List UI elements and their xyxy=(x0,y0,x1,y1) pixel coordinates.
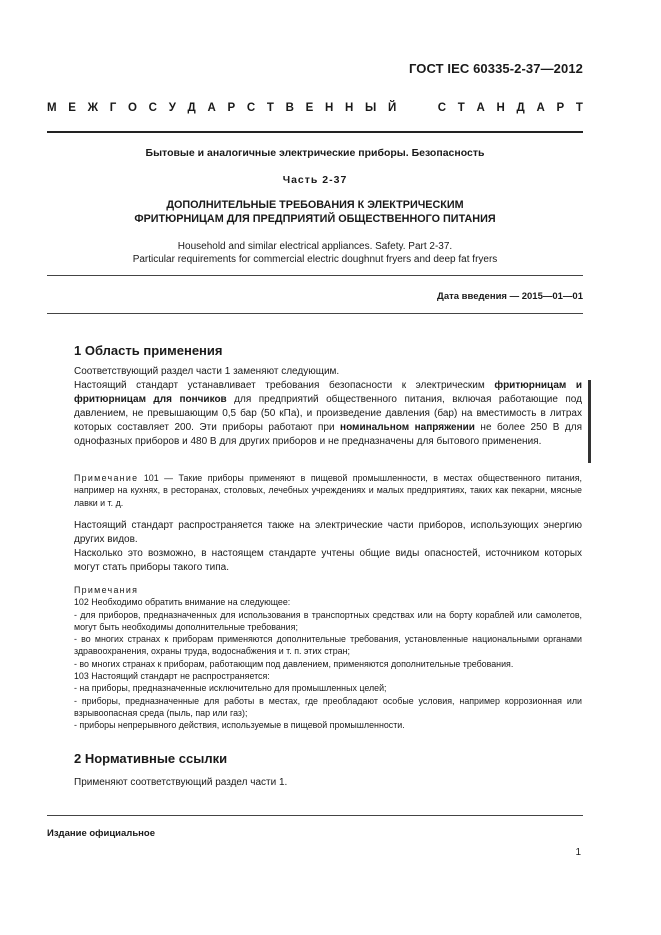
interstate-letter: Т xyxy=(266,102,274,114)
interstate-letter: Е xyxy=(305,102,314,114)
interstate-letter: У xyxy=(168,102,176,114)
interstate-letter: Р xyxy=(227,102,236,114)
note-item: - во многих странах к приборам, работающим под давлением, применяются дополнительные требования. xyxy=(74,658,514,669)
english-title-line-2: Particular requirements for commercial electric doughnut fryers and deep fat fryers xyxy=(132,254,498,265)
paragraph-text: Насколько это возможно, в настоящем стандарте учтены общие виды опасностей, источником которых могут стать приборы такого типа. xyxy=(74,548,582,573)
note-item: - приборы, предназначенные для работы в местах, где преобладают особые условия, например коррозионная или взрывоопасная среда (пыль, пар или газ); xyxy=(74,695,582,718)
interstate-letter: Д xyxy=(516,102,525,114)
note-item: - для приборов, предназначенных для использования в транспортных средствах или на борту кораблей или самолетов, могут быть необходимы дополнительные требования; xyxy=(74,609,582,632)
interstate-letter: Н xyxy=(345,102,354,114)
title-line-1: ДОПОЛНИТЕЛЬНЫЕ ТРЕБОВАНИЯ К ЭЛЕКТРИЧЕСКИМ xyxy=(166,199,464,211)
english-title-line-1: Household and similar electrical appliances. Safety. Part 2-37. xyxy=(177,241,453,252)
interstate-letter: М xyxy=(47,102,57,114)
note-item: - приборы непрерывного действия, используемые в пищевой промышленности. xyxy=(74,720,405,731)
note-item: 102 Необходимо обратить внимание на следующее: xyxy=(74,597,291,608)
paragraph-text: Настоящий стандарт устанавливает требования безопасности к электрическим xyxy=(74,380,495,391)
section-1-paragraph-4 xyxy=(74,547,582,575)
official-edition-label: Издание официальное xyxy=(47,828,155,839)
paragraph-text: Настоящий стандарт распространяется также на электрические части приборов, использующих энергию других видов. xyxy=(74,520,582,545)
section-2-paragraph-1 xyxy=(74,776,582,790)
note-101 xyxy=(74,472,582,509)
paragraph-text: для предприятий общественного питания, включая работающие под давлением, не превышающим 0,5 бар (50 кПа), и произведение давления (бар) на вместимость в литрах которых составляет 200. Эти приборы работают при xyxy=(74,393,582,433)
note-text: 101 — Такие приборы применяют в пищевой промышленности, в местах общественного питания, например на кухнях, в ресторанах, столовых, лечебных учреждениях и малых предприятиях, таких как пекарни, мясные лавки и т. д. xyxy=(74,473,582,508)
document-code: ГОСТ IEC 60335-2-37—2012 xyxy=(408,61,583,76)
section-1-paragraph-2 xyxy=(74,379,582,449)
change-bar xyxy=(588,380,591,463)
note-item: 103 Настоящий стандарт не распространяется: xyxy=(74,671,270,682)
interstate-letter: С xyxy=(437,102,447,114)
page-number: 1 xyxy=(575,847,581,858)
note-item: - на приборы, предназначенные исключительно для промышленных целей; xyxy=(74,683,387,694)
interstate-letter: А xyxy=(536,102,545,114)
interstate-letter: А xyxy=(207,102,216,114)
introduction-date: Дата введения — 2015—01—01 xyxy=(437,291,583,302)
paragraph-text: Применяют соответствующий раздел части 1. xyxy=(74,777,288,788)
note-label: Примечание xyxy=(74,473,139,483)
note-item: - во многих странах к приборам применяются дополнительные требования, установленные национальными органами здравоохранения, охраны труда, водоснабжения и т. п. этих стран; xyxy=(74,634,582,657)
section-2-heading: 2 Нормативные ссылки xyxy=(74,751,228,766)
interstate-letter xyxy=(423,102,426,114)
date-rule xyxy=(47,313,583,314)
interstate-letter: Ы xyxy=(365,102,377,114)
interstate-standard-heading xyxy=(47,102,583,114)
header-rule xyxy=(47,131,583,133)
interstate-letter: Д xyxy=(187,102,196,114)
term-fryers: фритюрницам и фритюрницам для пончиков xyxy=(74,380,582,405)
interstate-letter: Г xyxy=(109,102,117,114)
title-rule xyxy=(47,275,583,276)
term-rated-voltage: номинальном напряжении xyxy=(340,421,475,433)
footer-rule xyxy=(47,815,583,816)
section-1-paragraph-3 xyxy=(74,519,582,547)
interstate-letter: Т xyxy=(457,102,465,114)
interstate-letter: Т xyxy=(575,102,583,114)
notes-block xyxy=(74,584,582,732)
section-1-heading: 1 Область применения xyxy=(74,343,223,358)
interstate-letter: Е xyxy=(68,102,76,114)
section-1-paragraph-1 xyxy=(74,365,582,379)
interstate-letter: В xyxy=(285,102,294,114)
title-line-2: ФРИТЮРНИЦАМ ДЛЯ ПРЕДПРИЯТИЙ ОБЩЕСТВЕННОГО ПИТАНИЯ xyxy=(134,213,496,225)
general-title: Бытовые и аналогичные электрические приборы. Безопасность xyxy=(145,147,485,159)
paragraph-text: Соответствующий раздел части 1 заменяют следующим. xyxy=(74,366,340,377)
interstate-letter: С xyxy=(148,102,157,114)
interstate-letter: Н xyxy=(496,102,505,114)
interstate-letter: О xyxy=(128,102,137,114)
interstate-letter: Р xyxy=(556,102,565,114)
interstate-letter xyxy=(408,102,411,114)
notes-label: Примечания xyxy=(74,585,139,595)
english-title xyxy=(47,240,583,266)
part-title: Часть 2-37 xyxy=(282,174,348,186)
document-title xyxy=(47,198,583,226)
interstate-letter: Н xyxy=(324,102,334,114)
interstate-letter: А xyxy=(476,102,485,114)
interstate-letter: Ж xyxy=(87,102,99,114)
paragraph-text: не более 250 В для однофазных приборов и 480 В для других приборов и не предназначены для бытового применения. xyxy=(74,421,582,447)
interstate-letter: С xyxy=(246,102,256,114)
interstate-letter: Й xyxy=(387,102,397,114)
